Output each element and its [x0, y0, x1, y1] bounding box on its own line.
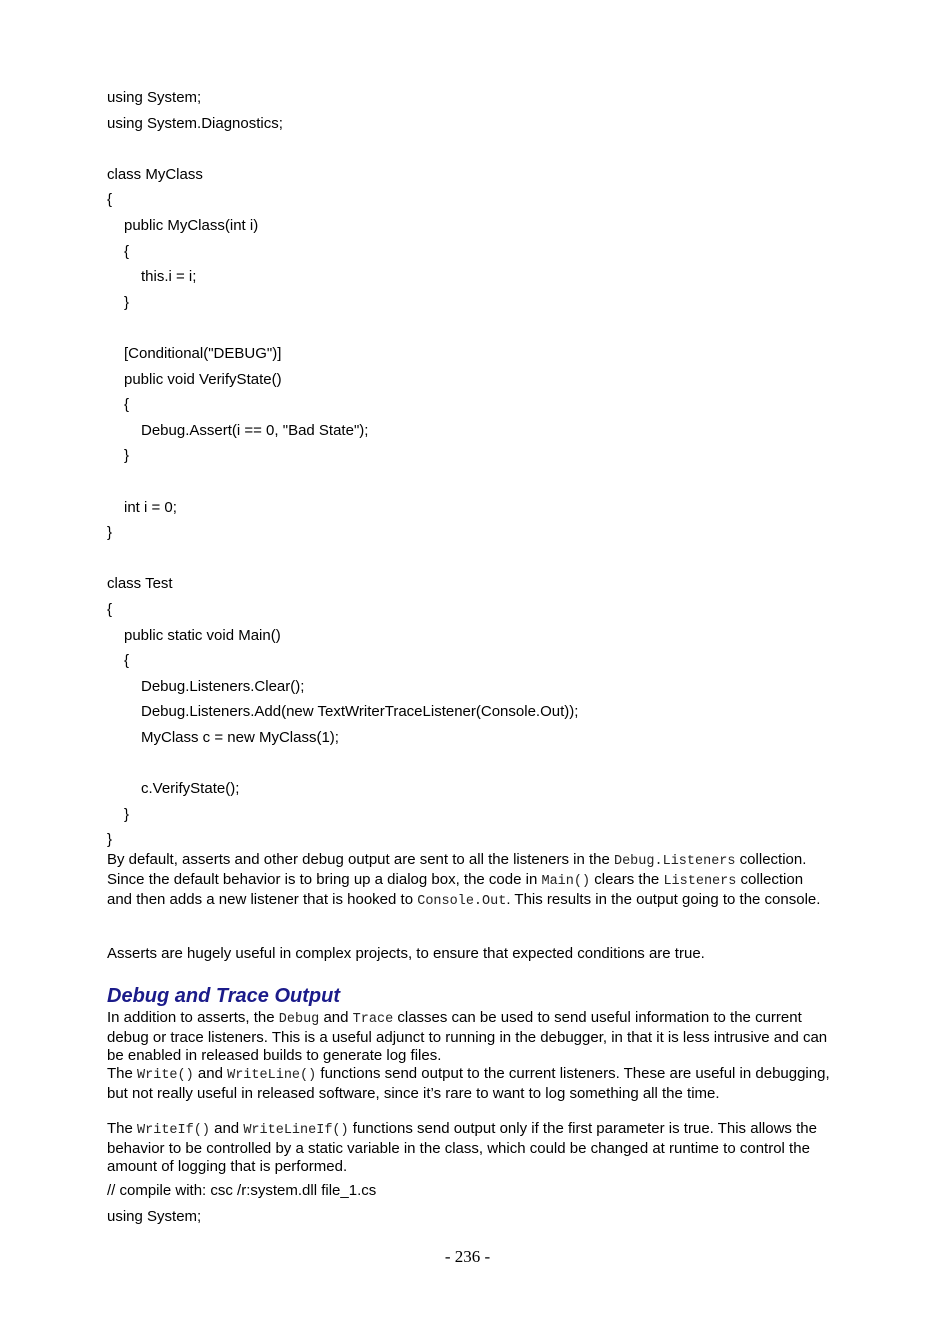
text-run: In addition to asserts, the	[107, 1009, 279, 1026]
code-line: }	[124, 293, 130, 311]
text-run: clears the	[590, 871, 664, 889]
code-line: {	[107, 601, 113, 618]
text-run: functions send output to the current listeners. These are useful in debugging, but not really useful in released software, since it’s rare to want to log something all the time.	[107, 1065, 830, 1103]
text-run: . This results in the output going to the console.	[506, 891, 821, 909]
code-line: class Test	[107, 575, 173, 593]
code-line: {	[124, 242, 130, 260]
code-line: // compile with: csc /r:system.dll file_1.cs	[107, 1182, 377, 1199]
code-line: {	[124, 652, 130, 670]
code-line: using System;	[107, 1207, 202, 1225]
inline-code: WriteLine()	[227, 1068, 317, 1083]
inline-code: Debug	[278, 1012, 320, 1027]
code-line: class MyClass	[107, 165, 203, 183]
inline-code: Listeners	[663, 874, 737, 890]
code-line: {	[107, 191, 113, 209]
paragraph-writeif-functions	[107, 1120, 832, 1177]
page-number: - 236 -	[444, 1247, 491, 1266]
inline-code: Debug.Listeners	[613, 854, 736, 869]
inline-code: Main()	[541, 874, 591, 890]
code-line: Debug.Listeners.Clear();	[141, 677, 305, 695]
code-line: Debug.Assert(i == 0, "Bad State");	[141, 421, 369, 439]
paragraph-debug-trace-intro	[107, 1009, 832, 1066]
text-run: and	[193, 1065, 228, 1082]
code-line: [Conditional("DEBUG")]	[124, 345, 282, 362]
inline-code: Write()	[137, 1068, 194, 1083]
text-run: and	[319, 1009, 353, 1026]
code-line: }	[107, 831, 113, 849]
code-line: public void VerifyState()	[124, 370, 282, 388]
code-line: using System.Diagnostics;	[107, 114, 283, 132]
text-run: The	[107, 1120, 138, 1137]
inline-code: Trace	[352, 1012, 394, 1027]
paragraph-write-functions	[107, 1065, 832, 1103]
inline-code: Console.Out	[417, 894, 507, 910]
code-line: int i = 0;	[124, 498, 177, 516]
paragraph-listeners-explanation	[107, 851, 832, 912]
code-line: public static void Main()	[124, 626, 281, 644]
code-line: }	[124, 805, 130, 823]
text-run: collection and then adds a new listener that is hooked to	[107, 871, 804, 909]
code-line: MyClass c = new MyClass(1);	[141, 729, 339, 746]
text-run: functions send output only if the first parameter is true. This allows the behavior to be controlled by a static variable in the class, which could be changed at runtime to control the amount of logging that is performed.	[107, 1120, 817, 1176]
text-run: The	[107, 1065, 138, 1082]
code-line: this.i = i;	[141, 268, 197, 286]
code-line: using System;	[107, 89, 202, 106]
code-line: }	[107, 524, 113, 542]
code-line: {	[124, 396, 130, 414]
code-line: public MyClass(int i)	[124, 217, 259, 234]
code-line: }	[124, 447, 130, 465]
inline-code: WriteIf()	[137, 1123, 210, 1138]
text-run: By default, asserts and other debug output are sent to all the listeners in the	[107, 851, 614, 868]
paragraph-asserts-useful: Asserts are hugely useful in complex projects, to ensure that expected conditions are true.	[107, 945, 705, 962]
inline-code: WriteLineIf()	[243, 1123, 349, 1138]
section-heading: Debug and Trace Output	[107, 985, 340, 1007]
code-line: c.VerifyState();	[141, 780, 240, 798]
text-run: and	[209, 1120, 244, 1137]
text-run: classes can be used to send useful information to the current debug or trace listeners. This is a useful adjunct to running in the debugger, in that it is less intrusive and can be enabled in released builds to generate log files.	[107, 1009, 828, 1065]
text-run: collection. Since the default behavior is to bring up a dialog box, the code in	[107, 851, 807, 889]
code-line: Debug.Listeners.Add(new TextWriterTraceListener(Console.Out));	[141, 703, 579, 721]
